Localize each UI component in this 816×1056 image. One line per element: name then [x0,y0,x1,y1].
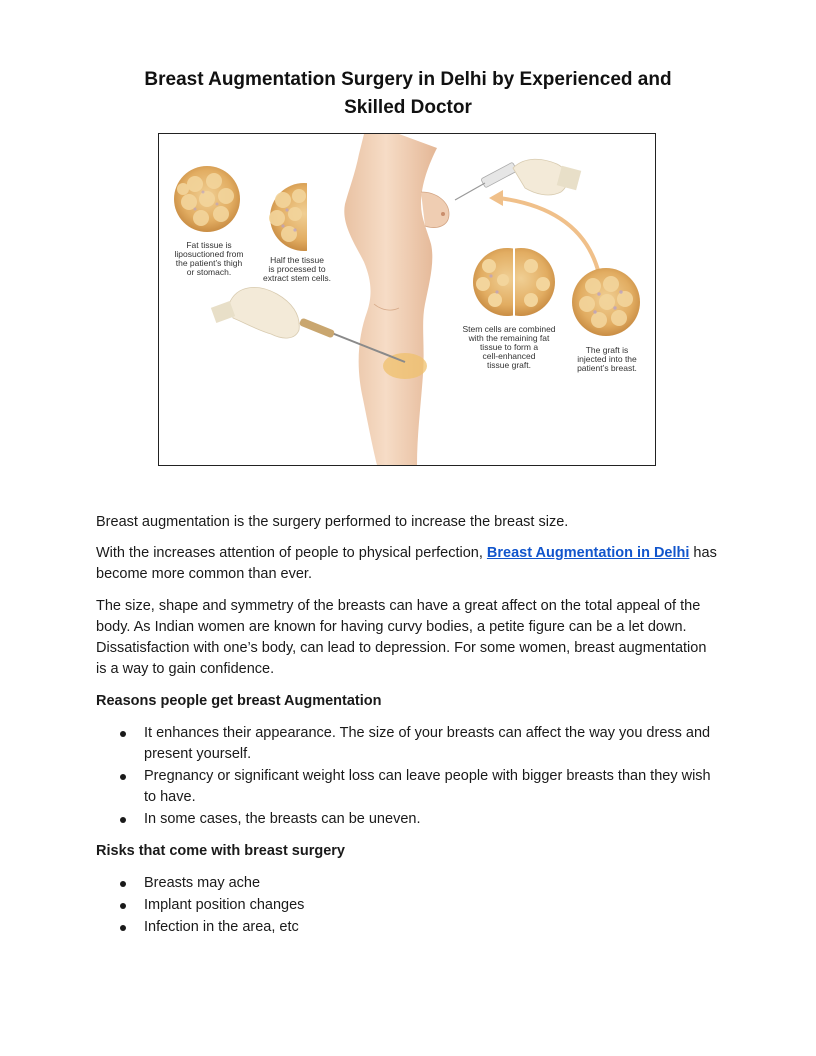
list-item: Implant position changes [96,895,720,916]
arrow-head-icon [489,190,503,206]
caption-fat-tissue: Fat tissue is liposuctioned from the patient’s thigh or stomach. [174,240,244,277]
breast-augmentation-link[interactable]: Breast Augmentation in Delhi [486,545,690,561]
curved-arrow-icon [499,198,599,274]
page-title [100,66,716,122]
reasons-heading: Reasons people get breast Augmentation [96,693,382,709]
illustration-drawing [159,134,655,465]
graft-cluster-icon [572,268,640,336]
list-item: Pregnancy or significant weight loss can leave people with bigger breasts than they wish to have. [96,766,720,808]
list-item: Infection in the area, etc [96,917,720,938]
half-fat-cluster-icon [269,183,338,251]
caption-graft: The graft is injected into the patient’s breast. [577,345,637,373]
title-line-2: Skilled Doctor [344,97,472,118]
risks-list [96,873,720,938]
caption-stem-cells: Stem cells are combined with the remaining fat tissue to form a cell-enhanced tissue graft. [462,324,556,370]
risks-heading: Risks that come with breast surgery [96,843,345,859]
article-body [96,512,720,949]
list-item: In some cases, the breasts can be uneven. [96,809,720,830]
split-fat-cluster-icon [473,248,555,316]
list-item: Breasts may ache [96,873,720,894]
paragraph-text: With the increases attention of people to physical perfection, [96,545,487,561]
title-line-1: Breast Augmentation Surgery in Delhi by Experienced and [144,69,672,90]
paragraph-appeal: The size, shape and symmetry of the breasts can have a great affect on the total appeal of the body. As Indian women are known for having curvy bodies, a petite figure can be a let down. Dissatisfaction with one’s body, can lead to depression. For some women, breast augmentation is a way to gain confidence. [96,598,707,677]
body-silhouette [344,134,449,465]
paragraph-text: has become more common than ever. [96,545,717,582]
fat-cluster-icon [174,166,240,232]
syringe-icon [455,159,581,200]
reasons-list [96,723,720,830]
list-item: It enhances their appearance. The size of your breasts can affect the way you dress and present yourself. [96,723,720,765]
procedure-illustration [158,133,656,466]
paragraph-attention [96,543,720,585]
caption-half-tissue: Half the tissue is processed to extract stem cells. [262,255,332,283]
paragraph-intro: Breast augmentation is the surgery performed to increase the breast size. [96,514,569,530]
